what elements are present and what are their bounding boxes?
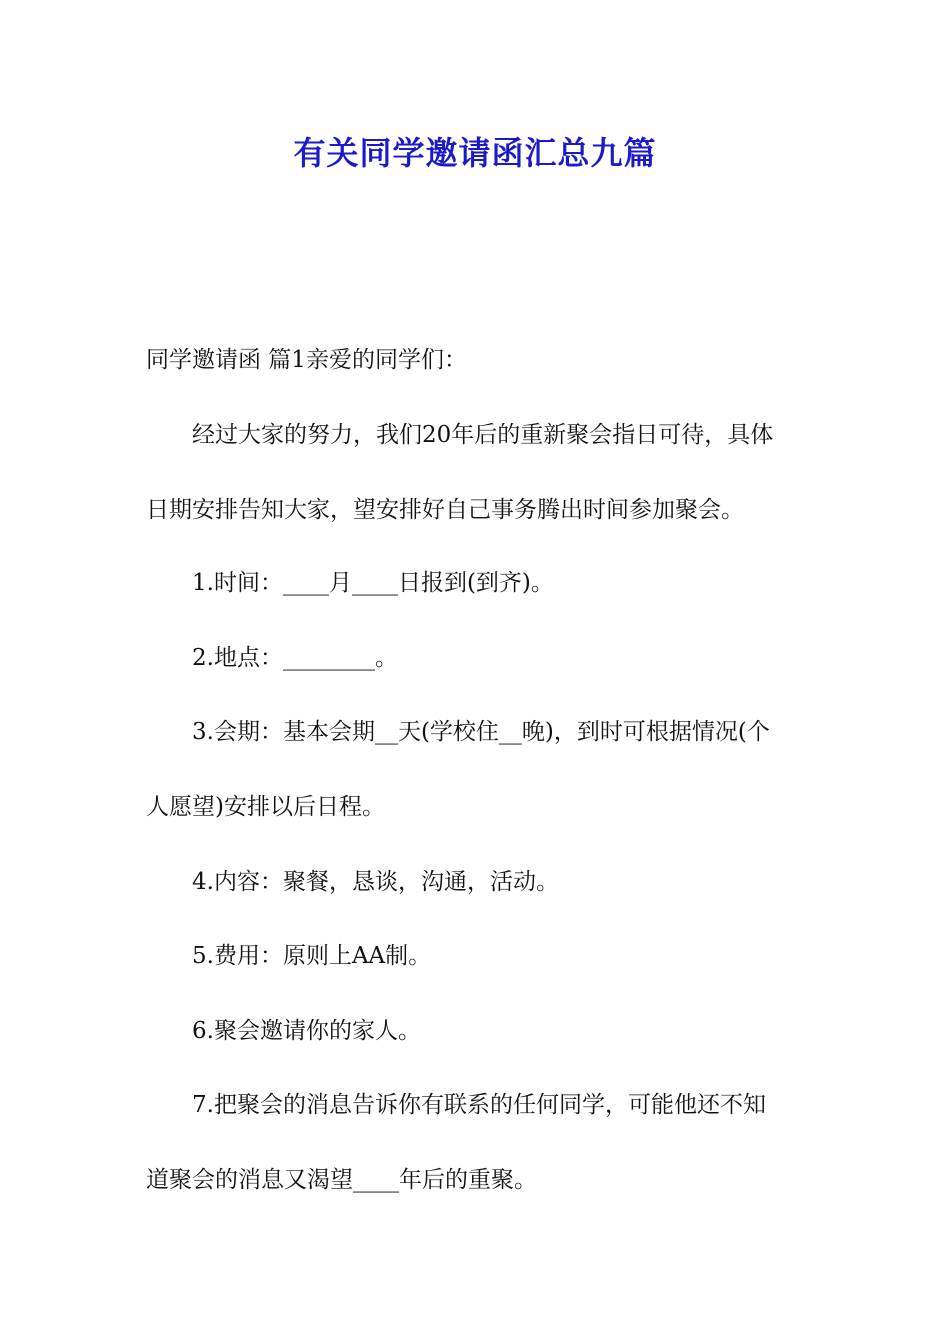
paragraph-line: 日期安排告知大家，望安排好自己事务腾出时间参加聚会。 — [146, 497, 744, 523]
list-item-time: 1.时间：____月____日报到(到齐)。 — [192, 570, 554, 596]
list-item-notify-cont: 道聚会的消息又渴望____年后的重聚。 — [146, 1167, 537, 1193]
greeting-line: 同学邀请函 篇1亲爱的同学们： — [146, 347, 467, 373]
list-item-content: 4.内容：聚餐，恳谈，沟通，活动。 — [192, 869, 559, 895]
list-item-family: 6.聚会邀请你的家人。 — [192, 1018, 421, 1044]
list-item-notify: 7.把聚会的消息告诉你有联系的任何同学，可能他还不知 — [192, 1092, 766, 1118]
paragraph-line: 经过大家的努力，我们20年后的重新聚会指日可待，具体 — [192, 422, 774, 448]
document-title: 有关同学邀请函汇总九篇 — [293, 134, 657, 172]
list-item-location: 2.地点：________。 — [192, 645, 398, 671]
list-item-duration: 3.会期：基本会期__天(学校住__晚)，到时可根据情况(个 — [192, 719, 770, 745]
list-item-duration-cont: 人愿望)安排以后日程。 — [146, 794, 385, 820]
list-item-fee: 5.费用：原则上AA制。 — [192, 943, 432, 969]
